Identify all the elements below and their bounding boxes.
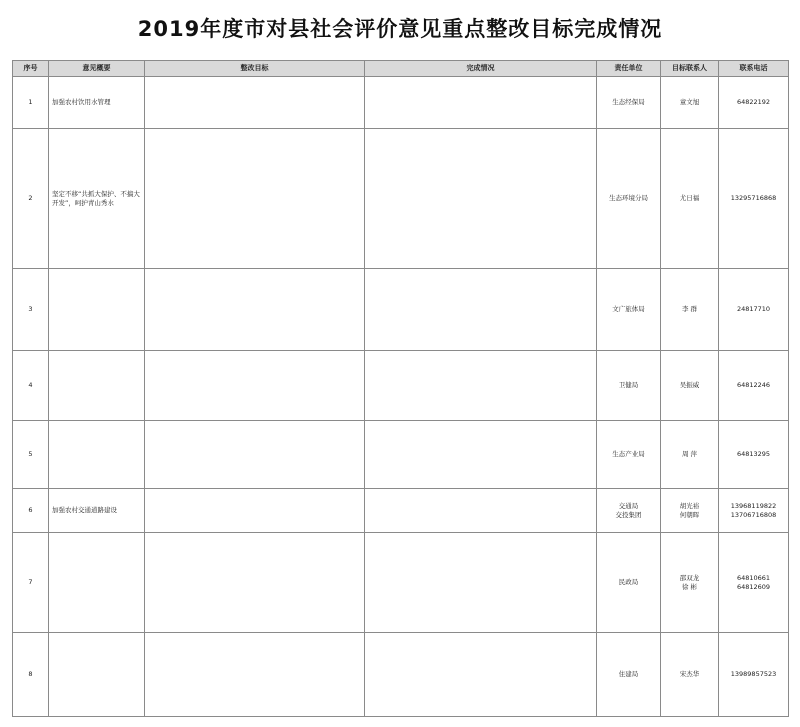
table-row (13, 489, 789, 533)
row-target (145, 351, 365, 421)
row-contact: 童文旭 (661, 77, 719, 129)
row-status (365, 77, 597, 129)
header-status: 完成情况 (365, 61, 597, 77)
row-unit: 民政局 (597, 533, 661, 633)
header-target: 整改目标 (145, 61, 365, 77)
page-title: 2019年度市对县社会评价意见重点整改目标完成情况 (137, 17, 663, 41)
row-phone: 64822192 (719, 77, 789, 129)
row-status (365, 533, 597, 633)
row-summary (49, 351, 145, 421)
row-unit: 住建局 (597, 633, 661, 717)
header-contact: 目标联系人 (661, 61, 719, 77)
row-phone: 13295716868 (719, 129, 789, 269)
row-target (145, 129, 365, 269)
row-phone: 64812246 (719, 351, 789, 421)
row-contact: 宋杰华 (661, 633, 719, 717)
row-target (145, 533, 365, 633)
rectification-table (12, 60, 789, 717)
row-index: 2 (13, 129, 49, 269)
header-phone: 联系电话 (719, 61, 789, 77)
row-target (145, 633, 365, 717)
row-phone: 64810661 64812609 (719, 533, 789, 633)
row-summary (49, 421, 145, 489)
row-summary: 加强农村饮用水管理 (49, 77, 145, 129)
table-row (13, 77, 789, 129)
row-contact: 邵双龙 徐 彬 (661, 533, 719, 633)
table-row (13, 533, 789, 633)
row-status (365, 421, 597, 489)
row-unit: 卫健局 (597, 351, 661, 421)
row-status (365, 129, 597, 269)
table-header-row (13, 61, 789, 77)
row-target (145, 421, 365, 489)
row-index: 7 (13, 533, 49, 633)
header-unit: 责任单位 (597, 61, 661, 77)
row-contact: 胡光裕 何朝晖 (661, 489, 719, 533)
row-contact: 尤日福 (661, 129, 719, 269)
table-body (13, 77, 789, 717)
row-unit: 生态环境分局 (597, 129, 661, 269)
row-summary (49, 269, 145, 351)
table-row (13, 633, 789, 717)
row-phone: 13989857523 (719, 633, 789, 717)
table-row (13, 269, 789, 351)
row-index: 8 (13, 633, 49, 717)
row-unit: 交通局 交投集团 (597, 489, 661, 533)
row-contact: 吴振威 (661, 351, 719, 421)
row-unit: 生态产业局 (597, 421, 661, 489)
row-contact: 李 群 (661, 269, 719, 351)
row-phone: 13968119822 13706716808 (719, 489, 789, 533)
header-summary: 意见概要 (49, 61, 145, 77)
table-row (13, 129, 789, 269)
row-summary (49, 533, 145, 633)
row-target (145, 77, 365, 129)
row-index: 4 (13, 351, 49, 421)
row-target (145, 269, 365, 351)
row-index: 6 (13, 489, 49, 533)
row-index: 1 (13, 77, 49, 129)
row-unit: 生态经保局 (597, 77, 661, 129)
row-index: 3 (13, 269, 49, 351)
row-contact: 周 萍 (661, 421, 719, 489)
row-index: 5 (13, 421, 49, 489)
row-summary (49, 633, 145, 717)
row-status (365, 489, 597, 533)
row-unit: 文广旅体局 (597, 269, 661, 351)
row-status (365, 633, 597, 717)
row-status (365, 351, 597, 421)
table-row (13, 421, 789, 489)
header-index: 序号 (13, 61, 49, 77)
row-target (145, 489, 365, 533)
table-row (13, 351, 789, 421)
row-phone: 64813295 (719, 421, 789, 489)
row-phone: 24817710 (719, 269, 789, 351)
row-summary: 加强农村交通道路建设 (49, 489, 145, 533)
row-summary: 坚定不移“共抓大保护、不搞大开发”，呵护青山秀水 (49, 129, 145, 269)
row-status (365, 269, 597, 351)
